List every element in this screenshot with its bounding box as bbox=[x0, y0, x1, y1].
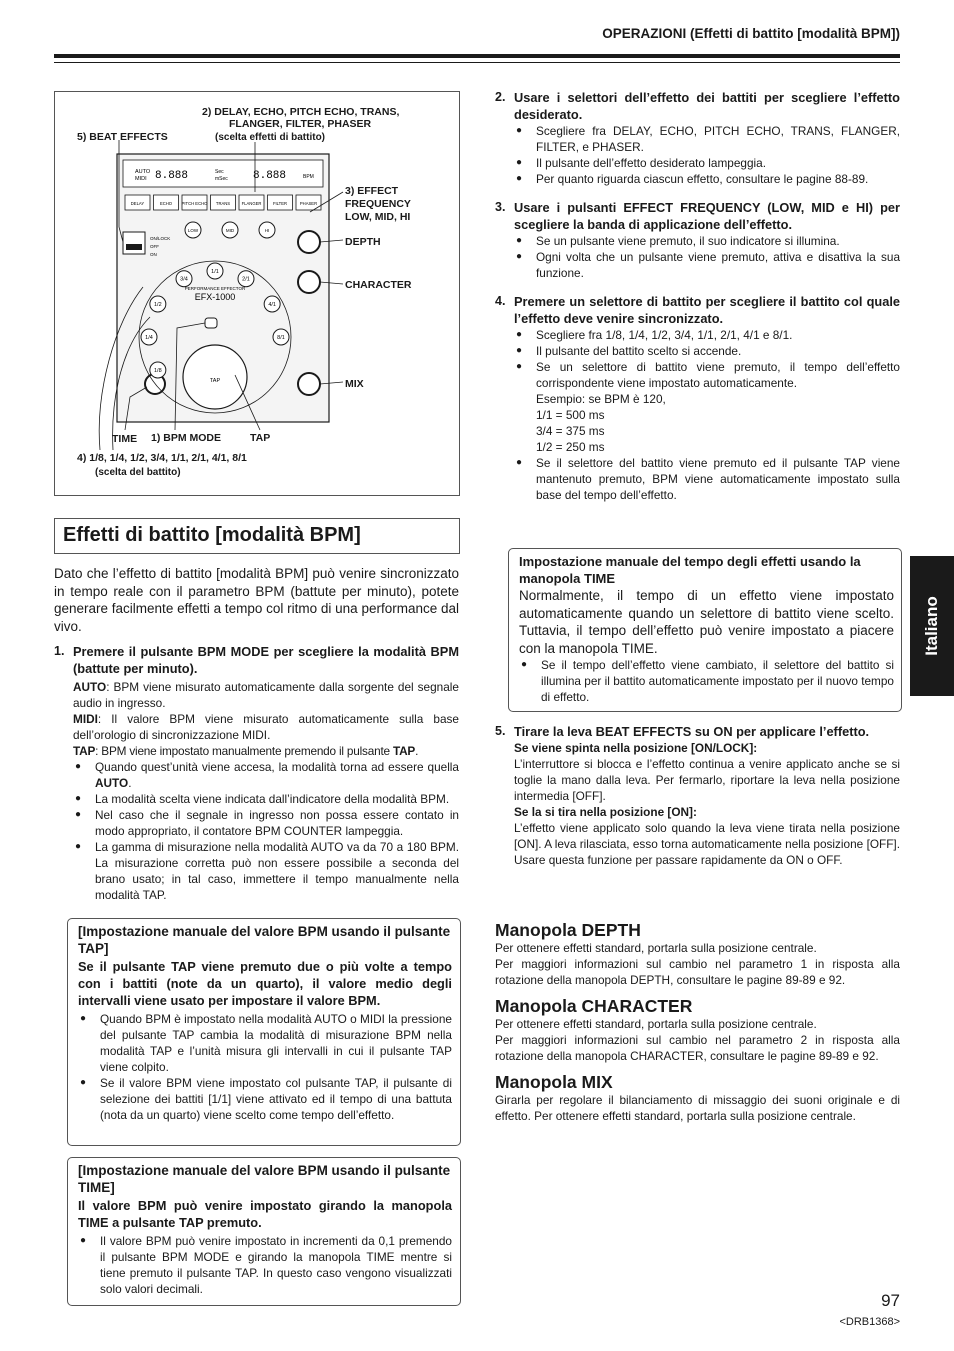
display-sec: Sec bbox=[215, 169, 224, 175]
effect-button-label: FILTER bbox=[272, 201, 288, 206]
display-digits-1: 8.888 bbox=[155, 170, 189, 182]
depth-p1: Per ottenere effetti standard, portarla sulla posizione centrale. bbox=[495, 941, 817, 955]
step-1-auto: AUTO: BPM viene misurato automaticamente dalla sorgente del segnale audio in ingresso. bbox=[73, 680, 459, 710]
lever-handle bbox=[126, 244, 142, 250]
time-box-bullet-1: ● Il valore BPM può venire impostato in incrementi da 0,1 premendo il pulsante BPM MODE e girando la manopola TIME mentre si tiene premuto il pulsante TAP. In questo caso vengono visualizzati solo valori decimali. bbox=[78, 1233, 452, 1297]
knob-sections bbox=[495, 920, 900, 1124]
label-character: CHARACTER bbox=[345, 279, 412, 291]
device-model: EFX-1000 bbox=[194, 292, 236, 302]
tap-box-heading: [Impostazione manuale del valore BPM usando il pulsante TAP] bbox=[78, 924, 451, 956]
lever-on-lock: ON/LOCK bbox=[150, 236, 171, 241]
time-box-heading: [Impostazione manuale del valore BPM usando il pulsante TIME] bbox=[78, 1163, 451, 1195]
device-brand: PERFORMANCE EFFECTOR bbox=[184, 286, 246, 291]
step-4-bullet-3: ● Se un selettore di battito viene premuto, il tempo dell’effetto corrispondente viene impostato automaticamente. bbox=[514, 359, 900, 391]
label-beat-effects: 5) BEAT EFFECTS bbox=[77, 131, 168, 143]
step-3: 3. Usare i pulsanti EFFECT FREQUENCY (LOW, MID e HI) per scegliere la banda di applicazione dell’effetto. ● Se un pulsante viene premuto, il suo indicatore si illumina. ● Ogni volta che un pulsante viene premuto, attiva e disattiva la sua funzione. bbox=[495, 199, 900, 281]
time-knob-box-heading: Impostazione manuale del tempo degli effetti usando la manopola TIME bbox=[519, 554, 861, 586]
step-3-heading: Usare i pulsanti EFFECT FREQUENCY (LOW, MID e HI) per scegliere la banda di applicazione dell’effetto. bbox=[514, 200, 900, 232]
page-number: 97 bbox=[881, 1291, 900, 1310]
mix-knob bbox=[298, 373, 320, 395]
display-digits-2: 8.888 bbox=[253, 170, 287, 182]
lever-on: ON bbox=[150, 252, 157, 257]
effect-button-label: DELAY bbox=[130, 201, 145, 206]
step-4-heading: Premere un selettore di battito per scegliere il battito col quale l’effetto deve venire sincronizzato. bbox=[514, 294, 900, 326]
step-1-bullet-2: ● La modalità scelta viene indicata dall’indicatore della modalità BPM. bbox=[73, 791, 459, 807]
running-header: OPERAZIONI (Effetti di battito [modalità BPM]) bbox=[602, 26, 900, 41]
freq-button-label: LOW bbox=[187, 228, 199, 233]
step-2-heading: Usare i selettori dell’effetto dei battiti per scegliere l’effetto desiderato. bbox=[514, 90, 900, 122]
effect-button-label: PITCH ECHO bbox=[181, 201, 208, 206]
lever-off: OFF bbox=[150, 244, 159, 249]
header-rule-thin bbox=[54, 62, 900, 63]
effect-buttons bbox=[125, 195, 321, 210]
depth-p2: Per maggiori informazioni sul cambio nel parametro 1 in risposta alla rotazione della manopola DEPTH, consultare le pagine 89-89 e 92. bbox=[495, 957, 900, 987]
label-mix: MIX bbox=[345, 378, 364, 390]
beat-button-label: 3/4 bbox=[180, 276, 188, 283]
step-4-bullet-2: ● Il pulsante del battito scelto si accende. bbox=[514, 343, 900, 359]
step-2-bullet-1: ● Scegliere fra DELAY, ECHO, PITCH ECHO, TRANS, FLANGER, FILTER, e PHASER. bbox=[514, 123, 900, 155]
step-1-bullet-1: ● Quando quest’unità viene accesa, la modalità torna ad essere quella AUTO. bbox=[73, 759, 459, 791]
character-p2: Per maggiori informazioni sul cambio nel parametro 2 in risposta alla rotazione della manopola CHARACTER, consultare le pagine 89-89 e 92. bbox=[495, 1033, 900, 1063]
beat-button-label: 1/2 bbox=[154, 302, 162, 308]
step-5-block: 5. Tirare la leva BEAT EFFECTS su ON per applicare l’effetto. Se viene spinta nella posizione [ON/LOCK]: L’interruttore si blocca e l’effetto continua a venire applicato anche se si toglie la mano dalla leva. Per fermarlo, riportare la leva nella posizione intermedia [OFF]. Se la si tira nella posizione [ON]: L’effetto viene applicato solo quando la leva viene tirata nella posizione [ON]. A leva rilasciata, esso torna automaticamente nella posizione [OFF]. Usare questa funzione per passare rapidamente da ON o OFF. bbox=[495, 724, 900, 867]
step-1-bullet-3: ● Nel caso che il segnale in ingresso non possa essere contato in modo appropriato, il contatore BPM COUNTER lampeggia. bbox=[73, 807, 459, 839]
language-tab[interactable] bbox=[910, 556, 954, 696]
tap-pad-label: TAP bbox=[209, 378, 221, 384]
frequency-buttons bbox=[185, 222, 275, 238]
label-effects-sub: (scelta effetti di battito) bbox=[215, 132, 326, 143]
step-2: 2. Usare i selettori dell’effetto dei battiti per scegliere l’effetto desiderato. ● Scegliere fra DELAY, ECHO, PITCH ECHO, TRANS, FLANGER, FILTER, e PHASER. ● Il pulsante dell’effetto desiderato lampeggia. ● Per quanto riguarda ciascun effetto, consultare le pagine 88-89. bbox=[495, 89, 900, 187]
step-4: 4. Premere un selettore di battito per scegliere il battito col quale l’effetto deve venire sincronizzato. ● Scegliere fra 1/8, 1/4, 1/2, 3/4, 1/1, 2/1, 4/1 e 8/1. ● Il pulsante del battito scelto si accende. ● Se un selettore di battito viene premuto, il tempo dell’effetto corrispondente viene impostato automaticamente. Esempio: se BPM è 120, 1/1 = 500 ms 3/4 = 375 ms 1/2 = 250 ms ● Se il selettore del battito viene premuto ed il pulsante TAP viene mantenuto premuto, BPM viene automaticamente impostato sulla base del tempo dell’effetto. bbox=[495, 293, 900, 503]
display-msec: mSec bbox=[215, 176, 228, 182]
step-1-tap: TAP: BPM viene impostato manualmente premendo il pulsante TAP. bbox=[73, 744, 419, 758]
label-effect-freq-3: LOW, MID, HI bbox=[345, 211, 411, 223]
step-5-text-1: L’interruttore si blocca e l’effetto continua a venire applicato anche se si toglie la mano dalla leva. Per fermarlo, riportare la leva nella posizione intermedia [OFF]. bbox=[514, 757, 900, 803]
section-title: Effetti di battito [modalità BPM] bbox=[63, 524, 361, 546]
step-5-text-2: L’effetto viene applicato solo quando la leva viene tirata nella posizione [ON]. A leva rilasciata, esso torna automaticamente nella posizione [OFF]. Usare questa funzione per passare rapidamente da ON o OFF. bbox=[514, 821, 900, 867]
tap-manual-box bbox=[67, 918, 461, 1146]
label-time: TIME bbox=[112, 433, 138, 445]
step-2-bullet-2: ● Il pulsante dell’effetto desiderato lampeggia. bbox=[514, 155, 900, 171]
beat-button-label: 1/8 bbox=[154, 368, 162, 374]
label-bpm-mode: 1) BPM MODE bbox=[151, 432, 222, 444]
mix-p1: Girarla per regolare il bilanciamento di missaggio dei suoni originale e di effetto. Per ottenere effetti standard, portarla sulla posizione centrale. bbox=[495, 1093, 900, 1123]
freq-button-label: MID bbox=[225, 228, 235, 233]
display-midi: MIDI bbox=[135, 176, 147, 182]
time-manual-box bbox=[67, 1157, 461, 1306]
depth-knob bbox=[298, 231, 320, 253]
beat-button-label: 1/4 bbox=[145, 335, 153, 341]
step-1 bbox=[54, 643, 459, 903]
effect-button-label: PHASER bbox=[299, 201, 318, 206]
device-figure bbox=[54, 91, 460, 496]
tap-box-lead: Se il pulsante TAP viene premuto due o più volte a tempo con i battiti (note da un quarto), il valore medio degli intervalli viene usato per impostare il valore BPM. bbox=[78, 959, 452, 1008]
time-knob-box-bullet: ● Se il tempo dell’effetto viene cambiato, il selettore del battito si illumina per il battito automaticamente impostato per il nuovo tempo di effetto. bbox=[519, 657, 894, 705]
label-depth: DEPTH bbox=[345, 236, 381, 248]
tap-box-bullet-1: ● Quando BPM è impostato nella modalità AUTO o MIDI la pressione del pulsante TAP cambia la modalità di misurazione BPM nella modalità TAP e l’unità misura gli intervalli in cui il pulsante TAP viene colpito. bbox=[78, 1011, 452, 1075]
display-auto: AUTO bbox=[135, 169, 151, 175]
character-knob bbox=[298, 271, 320, 293]
tap-box-bullet-2: ● Se il valore BPM viene impostato col pulsante TAP, il pulsante di selezione dei battiti [1/1] viene attivato ed il tempo di una battuta (nota da un quarto) viene scelto come tempo dell’effetto. bbox=[78, 1075, 452, 1123]
left-column bbox=[54, 565, 459, 903]
time-knob-box-body: Normalmente, il tempo di un effetto viene impostato automaticamente quando un selettore di battito viene scelto. Tuttavia, il tempo dell’effetto può venire impostato a piacere con la manopola TIME. bbox=[519, 588, 894, 656]
label-beats: 4) 1/8, 1/4, 1/2, 3/4, 1/1, 2/1, 4/1, 8/1 bbox=[77, 452, 247, 464]
label-effects: 2) DELAY, ECHO, PITCH ECHO, TRANS, bbox=[202, 106, 400, 118]
time-box-lead: Il valore BPM può venire impostato girando la manopola TIME a pulsante TAP premuto. bbox=[78, 1198, 452, 1230]
step-1-bullet-4: ● La gamma di misurazione nella modalità AUTO va da 70 a 180 BPM. La misurazione corretta può non essere possibile a seconda del brano usato; in tal caso, immettere il tempo manualmente nella modalità TAP. bbox=[73, 839, 459, 903]
beat-button-label: 8/1 bbox=[277, 335, 285, 341]
depth-heading: Manopola DEPTH bbox=[495, 920, 641, 940]
tap-pad bbox=[183, 345, 247, 409]
right-column bbox=[495, 89, 900, 503]
display-bpm: BPM bbox=[303, 174, 314, 180]
label-effect-freq-2: FREQUENCY bbox=[345, 198, 411, 210]
step-2-bullet-3: ● Per quanto riguarda ciascun effetto, consultare le pagine 88-89. bbox=[514, 171, 900, 187]
label-beats-sub: (scelta del battito) bbox=[95, 467, 181, 478]
step-4-example: Esempio: se BPM è 120, 1/1 = 500 ms 3/4 = 375 ms 1/2 = 250 ms bbox=[536, 392, 666, 454]
step-1-midi: MIDI: Il valore BPM viene misurato automaticamente sulla base dell’orologio di sincronizzazione MIDI. bbox=[73, 712, 459, 742]
intro-paragraph: Dato che l’effetto di battito [modalità BPM] può venire sincronizzato in tempo reale con il parametro BPM (battute per minuto), potete generare facilmente effetti a tempo col ritmo di una performance dal vivo. bbox=[54, 566, 459, 634]
beat-button-label: 4/1 bbox=[268, 302, 276, 308]
character-p1: Per ottenere effetti standard, portarla sulla posizione centrale. bbox=[495, 1017, 817, 1031]
effect-button-label: TRANS bbox=[215, 201, 231, 206]
freq-button-label: HI bbox=[264, 228, 270, 233]
section-title-box bbox=[54, 518, 460, 554]
beat-button-label: 1/1 bbox=[211, 269, 219, 275]
step-4-bullet-4: ● Se il selettore del battito viene premuto ed il pulsante TAP viene mantenuto premuto, BPM viene automaticamente impostato sulla base del tempo dell’effetto. bbox=[514, 455, 900, 503]
step-3-bullet-2: ● Ogni volta che un pulsante viene premuto, attiva e disattiva la sua funzione. bbox=[514, 249, 900, 281]
mix-heading: Manopola MIX bbox=[495, 1072, 613, 1092]
beat-button-label: 2/1 bbox=[242, 276, 250, 283]
time-knob-box bbox=[508, 548, 902, 712]
device-illustration bbox=[55, 92, 459, 495]
header-rule bbox=[54, 54, 900, 58]
effect-button-label: FLANGER bbox=[241, 201, 262, 206]
language-tab-label: Italiano bbox=[922, 596, 941, 656]
label-effect-freq: 3) EFFECT bbox=[345, 185, 399, 197]
bpm-mode-button bbox=[205, 318, 217, 328]
document-code: <DRB1368> bbox=[839, 1316, 900, 1328]
step-3-bullet-1: ● Se un pulsante viene premuto, il suo indicatore si illumina. bbox=[514, 233, 900, 249]
step-1-num: 1. bbox=[54, 644, 65, 658]
step-5-sub-2: Se la si tira nella posizione [ON]: bbox=[514, 805, 697, 819]
label-effects-2: FLANGER, FILTER, PHASER bbox=[229, 118, 372, 130]
character-heading: Manopola CHARACTER bbox=[495, 996, 693, 1016]
beat-effects-lever bbox=[123, 232, 145, 254]
step-5-sub-1: Se viene spinta nella posizione [ON/LOCK]: bbox=[514, 741, 758, 755]
step-1-heading: Premere il pulsante BPM MODE per scegliere la modalità BPM (battute per minuto). bbox=[73, 644, 459, 676]
step-5-heading: Tirare la leva BEAT EFFECTS su ON per applicare l’effetto. bbox=[514, 724, 870, 739]
effect-button-label: ECHO bbox=[159, 201, 173, 206]
label-tap: TAP bbox=[250, 432, 271, 444]
step-4-bullet-1: ● Scegliere fra 1/8, 1/4, 1/2, 3/4, 1/1, 2/1, 4/1 e 8/1. bbox=[514, 327, 900, 343]
